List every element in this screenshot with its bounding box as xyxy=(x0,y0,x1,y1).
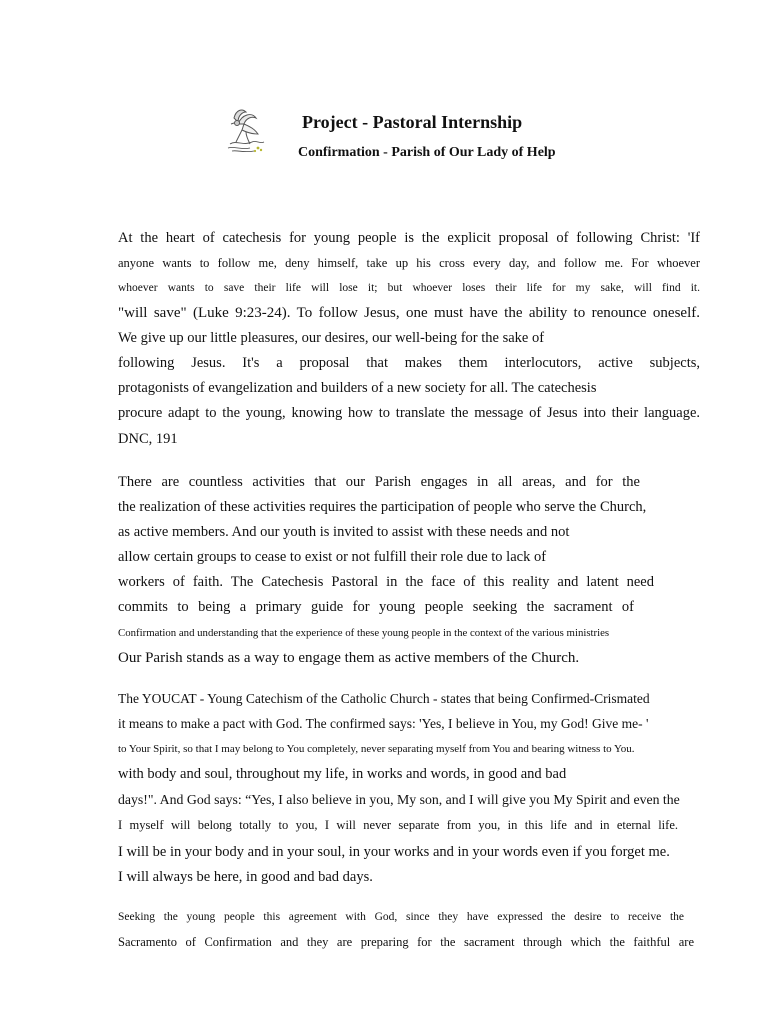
page-subtitle: Confirmation - Parish of Our Lady of Help xyxy=(298,145,556,160)
text-line: Sacramento of Confirmation and they are preparing for the sacrament through which the faithful are xyxy=(118,935,694,949)
text-line: whoever wants to save their life will lose it; but whoever loses their life for my sake, will find it. xyxy=(118,282,700,294)
text-line: the realization of these activities requires the participation of people who serve the Church, xyxy=(118,499,647,515)
text-line: workers of faith. The Catechesis Pastoral in the face of this reality and latent need xyxy=(118,574,654,590)
text-line: commits to being a primary guide for young people seeking the sacrament of xyxy=(118,599,634,615)
text-line: I will always be here, in good and bad days. xyxy=(118,869,373,885)
text-line: procure adapt to the young, knowing how to translate the message of Jesus into their language. xyxy=(118,405,700,421)
page-title: Project - Pastoral Internship xyxy=(302,112,523,132)
text-line: protagonists of evangelization and builders of a new society for all. The catechesis xyxy=(118,380,597,396)
text-line: At the heart of catechesis for young people is the explicit proposal of following Christ: 'If xyxy=(118,230,700,246)
text-line: Our Parish stands as a way to engage them as active members of the Church. xyxy=(118,650,580,666)
text-line: "will save" (Luke 9:23-24). To follow Jesus, one must have the ability to renounce oneself. xyxy=(118,305,700,321)
text-line: I will be in your body and in your soul, in your works and in your words even if you forget me. xyxy=(118,844,670,860)
text-line: as active members. And our youth is invited to assist with these needs and not xyxy=(118,524,570,540)
text-line: There are countless activities that our Parish engages in all areas, and for the xyxy=(118,474,640,490)
text-line: following Jesus. It's a proposal that makes them interlocutors, active subjects, xyxy=(118,355,700,371)
text-line: allow certain groups to cease to exist or not fulfill their role due to lack of xyxy=(118,549,547,565)
text-line: it means to make a pact with God. The confirmed says: 'Yes, I believe in You, my God! Give me- ' xyxy=(118,716,649,731)
text-line: Confirmation and understanding that the experience of these young people in the context of the various ministries xyxy=(118,627,610,639)
text-line: DNC, 191 xyxy=(118,431,178,447)
text-line: with body and soul, throughout my life, in works and words, in good and bad xyxy=(118,766,567,782)
text-line: days!". And God says: “Yes, I also believe in you, My son, and I will give you My Spirit and even the xyxy=(118,792,680,807)
text-line: I myself will belong totally to you, I will never separate from you, in this life and in eternal life. xyxy=(118,818,678,832)
text-line: to Your Spirit, so that I may belong to You completely, never separating myself from You and bearing witness to You. xyxy=(118,743,635,755)
text-line: Seeking the young people this agreement with God, since they have expressed the desire to receive the xyxy=(118,911,684,923)
text-line: We give up our little pleasures, our desires, our well-being for the sake of xyxy=(118,330,545,346)
text-line: The YOUCAT - Young Catechism of the Catholic Church - states that being Confirmed-Crismated xyxy=(118,691,650,706)
text-line: anyone wants to follow me, deny himself, take up his cross every day, and follow me. For whoever xyxy=(118,256,700,270)
dove-holy-spirit-icon xyxy=(224,104,268,156)
